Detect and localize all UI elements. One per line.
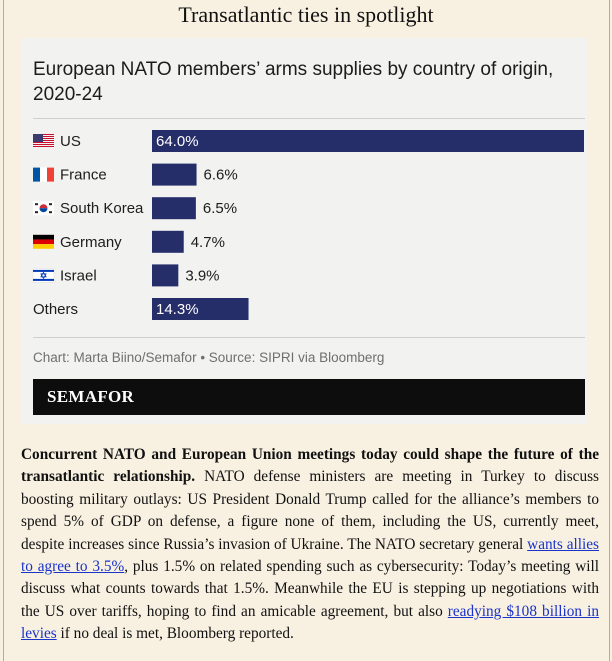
flag-france-icon (33, 168, 54, 182)
article-text-3: if no deal is met, Bloomberg reported. (56, 625, 294, 643)
category-label: US (60, 133, 81, 150)
page-border-left (3, 0, 4, 661)
value-label: 6.5% (202, 200, 238, 218)
category-label: South Korea (60, 200, 144, 218)
chart-source: Chart: Marta Biino/Semafor • Source: SIPRI via Bloomberg (33, 350, 385, 365)
bar (152, 130, 584, 152)
source-divider (33, 337, 585, 338)
article-lead: Concurrent NATO and European Union meetings today could shape the future of the transatlantic relationship. (21, 446, 599, 486)
chart-title: European NATO members’ arms supplies by country of origin, 2020-24 (33, 59, 554, 105)
flag-israel-icon (33, 268, 54, 282)
value-label: 64.0% (156, 133, 199, 150)
link-allies-3-5[interactable]: wants allies to agree to 3.5% (21, 535, 600, 576)
page-border-right (609, 0, 610, 661)
article-text-2: , plus 1.5% on related spending such as cybersecurity: Today’s meeting will discuss what counts towards that 1.5%. Meanwhile the EU is stepping up negotiations with the US over tariffs, hoping to find an amicable agreement, but also (21, 558, 599, 620)
value-label: 4.7% (190, 233, 225, 251)
link-levies[interactable]: readying $108 billion in levies (21, 602, 599, 643)
value-label: 3.9% (185, 267, 220, 285)
brand-bar (33, 379, 585, 415)
flag-us-icon (33, 134, 54, 147)
chart-card (21, 38, 587, 424)
headline: Transatlantic ties in spotlight (178, 2, 434, 27)
bar (152, 264, 178, 286)
category-label: Israel (60, 267, 97, 285)
article-text-1: NATO defense ministers are meeting in Turkey to discuss boosting military outlays: US President Donald Trump called for the alliance’s members to spend 5% of GDP on defense, a figure none of them, including the US, currently meet, despite increases since Russia’s invasion of Ukraine. The NATO secretary general (21, 468, 600, 553)
flag-germany-icon (33, 235, 54, 249)
title-divider (33, 118, 585, 119)
bar (152, 231, 184, 253)
value-label: 6.6% (203, 166, 238, 184)
category-label: Others (33, 301, 79, 318)
category-label: France (60, 166, 107, 184)
brand-logo: SEMAFOR (47, 387, 135, 406)
bar (152, 164, 197, 186)
value-label: 14.3% (156, 301, 199, 318)
flag-south-korea-icon (33, 201, 54, 215)
category-label: Germany (60, 233, 122, 251)
bar-chart (21, 123, 587, 329)
bar (152, 197, 196, 219)
article-text (21, 444, 599, 646)
